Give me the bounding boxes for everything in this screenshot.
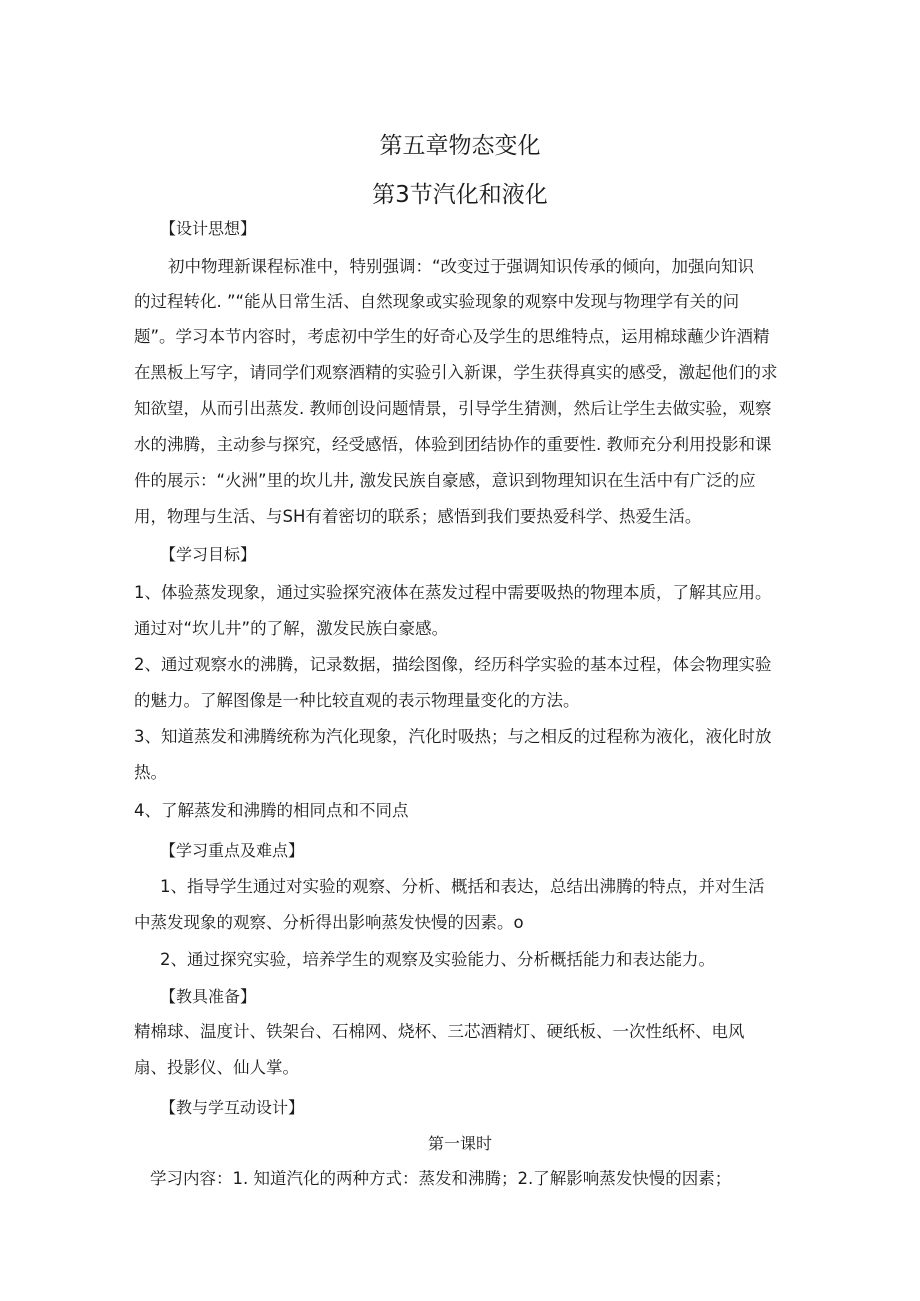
objective-line: 2、通过观察水的沸腾，记录数据，描绘图像，经历科学实验的基本过程，体会物理实验 <box>134 655 772 674</box>
design-idea-line: 初中物理新课程标准中，特别强调：“改变过于强调知识传承的倾向，加强向知识 <box>168 257 755 276</box>
key-points-heading: 【学习重点及难点】 <box>160 841 305 860</box>
objective-line: 4、了解蒸发和沸腾的相同点和不同点 <box>134 801 409 820</box>
lesson-period: 第一课时 <box>427 1134 492 1153</box>
equipment-heading: 【教具准备】 <box>160 987 257 1006</box>
design-idea-line: 题”。学习本节内容时，考虑初中学生的好奇心及学生的思维特点，运用棉球蘸少许酒精 <box>134 327 770 346</box>
design-idea-line: 水的沸腾，主动参与探究，经受感悟，体验到团结协作的重要性. 教师充分利用投影和课 <box>134 435 772 454</box>
interaction-heading: 【教与学互动设计】 <box>160 1098 305 1117</box>
chapter-title: 第五章物态变化 <box>379 133 541 159</box>
design-idea-line: 件的展示：“火洲”里的坎儿井, 激发民族自豪感，意识到物理知识在生活中有广泛的应 <box>134 471 756 490</box>
equipment-line: 扇、投影仪、仙人掌。 <box>134 1058 299 1077</box>
design-idea-line: 在黑板上写字，请同学们观察酒精的实验引入新课，学生获得真实的感受，激起他们的求 <box>134 363 778 382</box>
objective-line: 热。 <box>134 763 167 782</box>
equipment-line: 精棉球、温度计、铁架台、石棉网、烧杯、三芯酒精灯、硬纸板、一次性纸杯、电风 <box>134 1022 745 1041</box>
objectives-heading: 【学习目标】 <box>160 545 257 564</box>
lesson-content: 学习内容：1. 知道汽化的两种方式：蒸发和沸腾；2.了解影响蒸发快慢的因素； <box>150 1169 732 1188</box>
design-idea-heading: 【设计思想】 <box>160 219 257 238</box>
objective-line: 的魅力。了解图像是一种比较直观的表示物理量变化的方法。 <box>134 691 580 710</box>
design-idea-line: 的过程转化. ”“能从日常生活、自然现象或实验现象的观察中发现与物理学有关的问 <box>134 292 740 311</box>
objective-line: 3、知道蒸发和沸腾统称为汽化现象，汽化时吸热；与之相反的过程称为液化，液化时放 <box>134 727 772 746</box>
design-idea-line: 用，物理与生活、与SH有着密切的联系；感悟到我们要热爱科学、热爱生活。 <box>134 507 702 526</box>
objective-line: 1、体验蒸发现象，通过实验探究液体在蒸发过程中需要吸热的物理本质，了解其应用。 <box>134 583 772 602</box>
key-point-line: 2、通过探究实验，培养学生的观察及实验能力、分析概括能力和表达能力。 <box>160 950 715 969</box>
design-idea-line: 知欲望，从而引出蒸发. 教师创设问题情景，引导学生猜测，然后让学生去做实验，观察 <box>134 399 772 418</box>
key-point-line: 1、指导学生通过对实验的观察、分析、概括和表达，总结出沸腾的特点，并对生活 <box>160 877 765 896</box>
key-point-line: 中蒸发现象的观察、分析得出影响蒸发快慢的因素。o <box>134 913 524 932</box>
section-title: 第3节汽化和液化 <box>372 182 548 208</box>
objective-line: 通过对“坎儿井”的了解，激发民族白豪感。 <box>134 619 449 638</box>
